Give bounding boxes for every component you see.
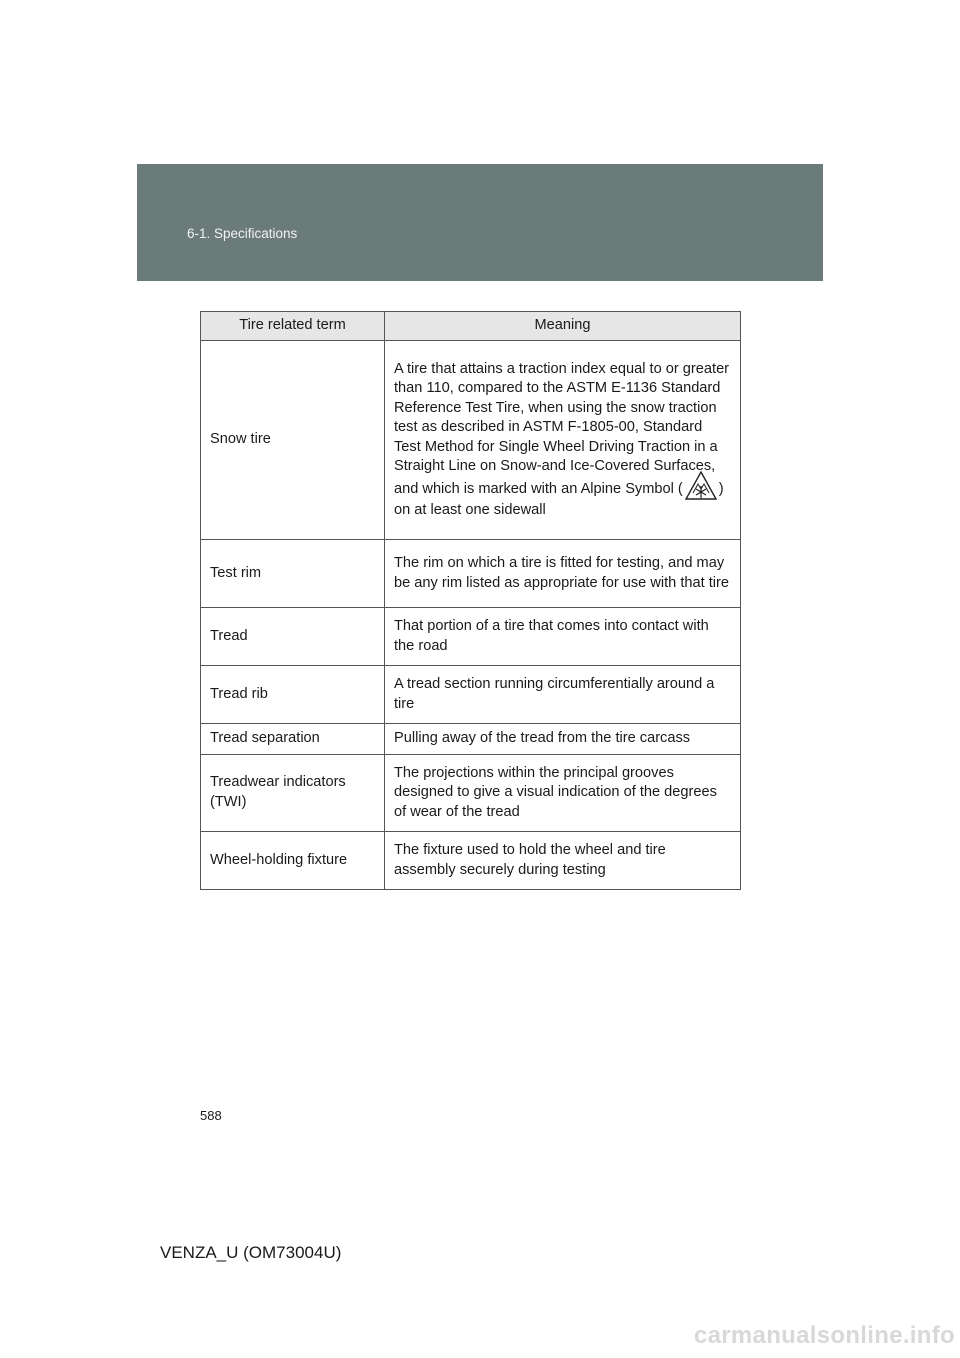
table-row <box>201 540 741 608</box>
meaning-cell: A tread section running circumferentially around a tire <box>385 666 741 724</box>
table-row <box>201 724 741 755</box>
term-cell: Tread separation <box>201 724 385 755</box>
column-header-meaning: Meaning <box>385 312 741 341</box>
meaning-text: ) on at least one sidewall <box>394 480 724 518</box>
tire-terms-table <box>200 311 741 890</box>
meaning-cell <box>385 341 741 540</box>
watermark[interactable]: carmanualsonline.info <box>693 1322 955 1349</box>
header-band <box>137 164 823 281</box>
alpine-symbol-icon <box>684 471 718 501</box>
table-row <box>201 832 741 890</box>
page-number: 588 <box>200 1108 222 1123</box>
meaning-cell: That portion of a tire that comes into contact with the road <box>385 608 741 666</box>
meaning-cell: The rim on which a tire is fitted for testing, and may be any rim listed as appropriate for use with that tire <box>385 540 741 608</box>
term-cell: Tread <box>201 608 385 666</box>
term-cell: Wheel-holding fixture <box>201 832 385 890</box>
table-row <box>201 341 741 540</box>
term-cell: Snow tire <box>201 341 385 540</box>
meaning-text: A tire that attains a traction index equal to or greater than 110, compared to the ASTM E-1136 Standard Reference Test Tire, when using the snow traction test as described in ASTM F-1805-00, Standard Test Method for Single Wheel Driving Traction in a Straight Line on Snow-and Ice-Covered Surfaces, and which is marked with an Alpine Symbol ( <box>394 360 730 497</box>
term-cell: Test rim <box>201 540 385 608</box>
document-id: VENZA_U (OM73004U) <box>160 1243 342 1262</box>
table-row <box>201 666 741 724</box>
term-cell: Treadwear indicators (TWI) <box>201 754 385 832</box>
term-cell: Tread rib <box>201 666 385 724</box>
table-row <box>201 608 741 666</box>
table-header-row <box>201 312 741 341</box>
column-header-term: Tire related term <box>201 312 385 341</box>
section-title: 6-1. Specifications <box>187 226 298 241</box>
table-row <box>201 754 741 832</box>
meaning-cell: The projections within the principal grooves designed to give a visual indication of the degrees of wear of the tread <box>385 754 741 832</box>
meaning-cell: Pulling away of the tread from the tire carcass <box>385 724 741 755</box>
meaning-cell: The fixture used to hold the wheel and tire assembly securely during testing <box>385 832 741 890</box>
